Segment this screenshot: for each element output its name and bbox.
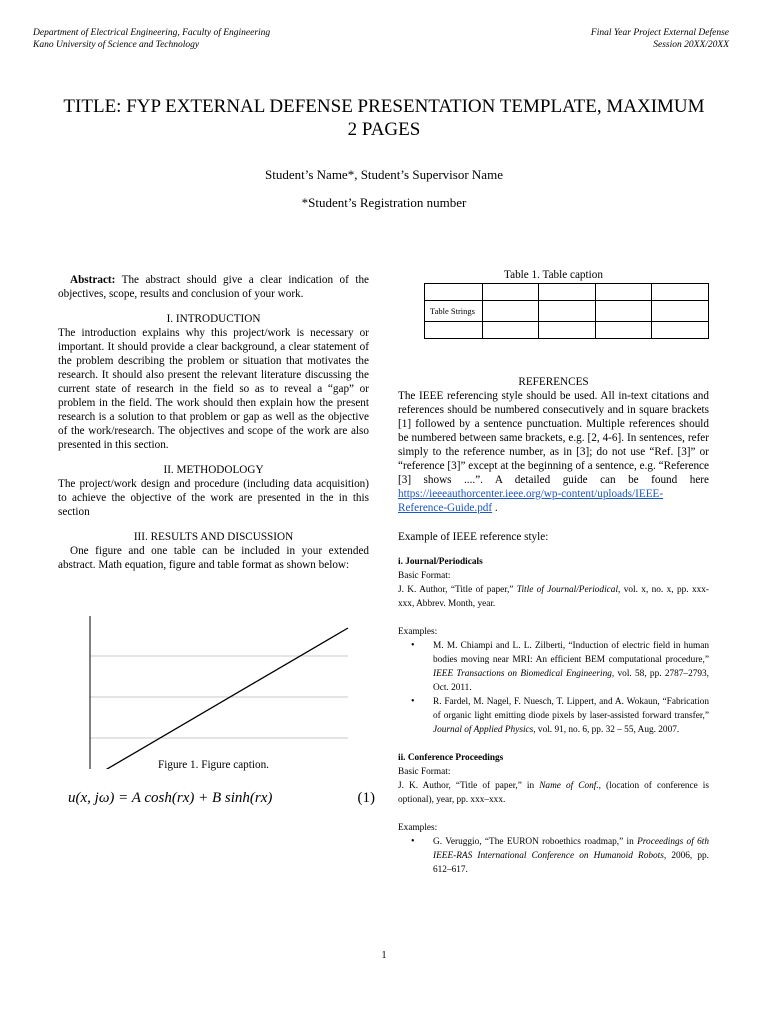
table-caption: Table 1. Table caption <box>504 269 603 281</box>
abstract-paragraph <box>58 273 369 301</box>
figure-plot <box>58 594 369 769</box>
author-names: Student’s Name*, Student’s Supervisor Name <box>265 167 503 182</box>
university-line: Kano University of Science and Technology <box>33 40 200 50</box>
conference-heading: ii. Conference Proceedings <box>398 753 504 763</box>
page-number: 1 <box>381 950 387 961</box>
abstract-text: The abstract should give a clear indication of the objectives, scope, results and conclusion of your work. <box>58 274 369 300</box>
conference-basic-format: J. K. Author, “Title of paper,” in Name of Conf., (location of conference is optional), year, pp. xxx–xxx. <box>398 781 709 805</box>
reference-guide-link[interactable]: https://ieeeauthorcenter.ieee.org/wp-content/uploads/IEEE-Reference-Guide.pdf <box>398 488 664 514</box>
right-column <box>398 268 709 877</box>
journal-heading: i. Journal/Periodicals <box>398 557 483 567</box>
defense-line: Final Year Project External Defense <box>590 28 729 38</box>
journal-section <box>398 555 709 737</box>
list-item: • R. Fardel, M. Nagel, F. Nuesch, T. Lippert, and A. Wokaun, “Fabrication of organic light emitting diode pixels by laser-assisted forward transfer,” Journal of Applied Physics, vol. 91, no. 6, pp. 32 – 55, Aug. 2007. <box>433 695 709 737</box>
figure-caption: Figure 1. Figure caption. <box>158 759 269 771</box>
table-row <box>425 322 709 339</box>
session-line: Session 20XX/20XX <box>653 40 729 50</box>
header-left <box>33 27 270 51</box>
journal-examples <box>398 639 709 737</box>
table-row <box>425 284 709 301</box>
table-1 <box>424 283 709 339</box>
list-item: • G. Veruggio, “The EURON roboethics roadmap,” in Proceedings of 6th IEEE-RAS International Conference on Humanoid Robots, 2006, pp. 612–617. <box>433 835 709 877</box>
references-text: The IEEE referencing style should be used. All in-text citations and references should be numbered consecutively and in square brackets [1] followed by a sentence punctuation. Multiple references should be numbered between same brackets, e.g. [2, 4-6]. In sentences, refer simply to the reference number, as in [3]; do not use “Ref. [3]” or “reference [3]” except at the beginning of a sentence, e.g. “Reference [3] shows ....”. A detailed guide can be found here https://ieeeauthorcenter.ieee.org/wp-content/uploads/IEEE-Reference-Guide.pdf . <box>398 390 709 514</box>
equation-1 <box>58 790 375 821</box>
department-line: Department of Electrical Engineering, Faculty of Engineering <box>33 28 271 38</box>
equation-body: u(x, jω) = A cosh(rx) + B sinh(rx) <box>68 790 273 806</box>
conference-examples <box>398 835 709 877</box>
plot-line <box>90 628 348 769</box>
methodology-heading: II. METHODOLOGY <box>163 464 264 476</box>
list-item: • M. M. Chiampi and L. L. Zilberti, “Induction of electric field in human bodies moving near MRI: An efficient BEM computational procedure,” IEEE Transactions on Biomedical Engineering, vol. 58, pp. 2787–2793, Oct. 2011. <box>433 639 709 695</box>
example-heading: Example of IEEE reference style: <box>398 531 549 543</box>
results-text: One figure and one table can be included in your extended abstract. Math equation, figure and table format as shown below: <box>58 545 369 571</box>
journal-examples-label: Examples: <box>398 627 438 637</box>
registration-number: *Student’s Registration number <box>301 195 467 210</box>
abstract-label: Abstract: <box>70 274 116 286</box>
journal-basic-format: J. K. Author, “Title of paper,” Title of Journal/Periodical, vol. x, no. x, pp. xxx-xxx, Abbrev. Month, year. <box>398 585 709 609</box>
conference-section <box>398 751 709 877</box>
figure-1 <box>58 594 369 769</box>
journal-basic-format-label: Basic Format: <box>398 571 451 581</box>
conference-basic-format-label: Basic Format: <box>398 767 451 777</box>
conference-examples-label: Examples: <box>398 823 438 833</box>
paper-title: TITLE: FYP EXTERNAL DEFENSE PRESENTATION TEMPLATE, MAXIMUM 2 PAGES <box>63 96 705 140</box>
results-heading: III. RESULTS AND DISCUSSION <box>133 531 294 543</box>
left-column <box>58 273 375 821</box>
table-cell-label: Table Strings <box>425 301 483 322</box>
equation-number: (1) <box>357 790 375 806</box>
references-heading: REFERENCES <box>518 376 589 388</box>
introduction-text: The introduction explains why this project/work is necessary or important. It should provide a clear background, a clear statement of the problem describing the problem or situation that motivates the research. It should also present the relevant literature discussing the current state of research in the field so as to reveal a “gap” or problem in the field. The work should then explain how the present research is a solution to that problem or gap as well as the objective of the work/research. The objectives and scope of the work are also presented in this section. <box>58 327 369 451</box>
introduction-heading: I. INTRODUCTION <box>166 313 261 325</box>
table-row <box>425 301 709 322</box>
header-right <box>591 27 729 51</box>
methodology-text: The project/work design and procedure (including data acquisition) to achieve the objective of the work are presented in the in this section <box>58 478 369 518</box>
